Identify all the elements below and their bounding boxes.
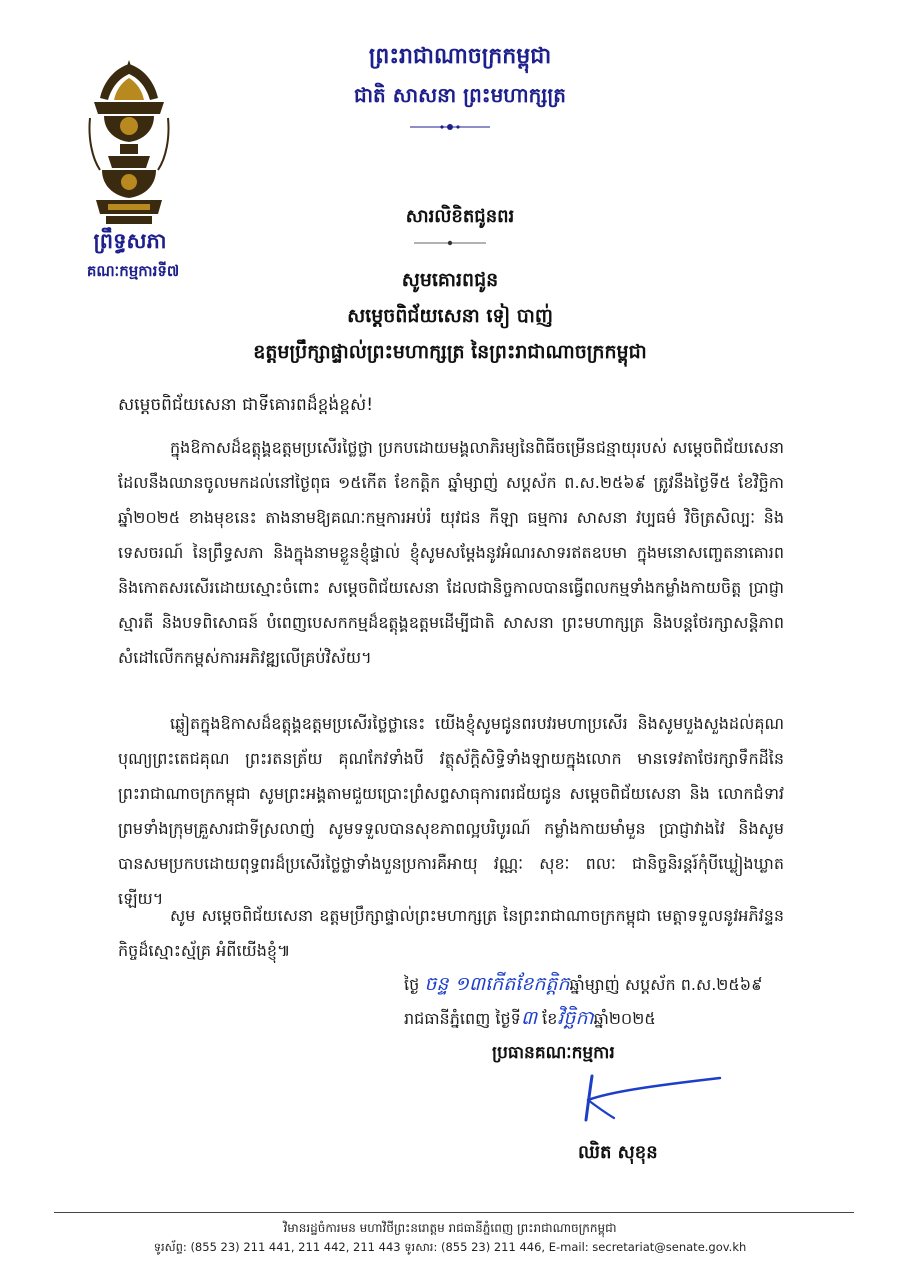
signatory-role: ប្រធានគណៈកម្មការ [492,1043,615,1063]
month-prefix: ខែ [542,1009,558,1028]
senate-emblem-icon [86,58,172,226]
recipient-name: សម្តេចពិជ័យសេនា ទៀ បាញ់ [347,305,553,327]
body-paragraph: ក្នុងឱកាសដ៏ឧត្តុង្គឧត្តមប្រសើរថ្លៃថ្លា ប្រកបដោយមង្គលាភិរម្យនៃពិធីចម្រើនជន្មាយុរបស់ សម្តេចពិជ័យសេនា ដែលនឹងឈានចូលមកដល់នៅថ្ងៃពុធ ១៥កើត ខែកត្តិក ឆ្នាំម្សាញ់ សប្តស័ក ព.ស.២៥៦៩ ត្រូវនឹងថ្ងៃទី៥ ខែវិច្ឆិកា ឆ្នាំ២០២៥ ខាងមុខនេះ តាងនាមឱ្យគណៈកម្មការអប់រំ យុវជន កីឡា ធម្មការ សាសនា វប្បធម៌ វិចិត្រសិល្បៈ និងទេសចរណ៍ នៃព្រឹទ្ធសភា និងក្នុងនាមខ្លួនខ្ញុំផ្ទាល់ ខ្ញុំសូមសម្តែងនូវអំណរសាទរឥតឧបមា ក្នុងមនោសញ្ចេតនាគោរពនិងកោតសរសើរដោយស្មោះចំពោះ សម្តេចពិជ័យសេនា ដែលជានិច្ចកាលបានធ្វើពលកម្មទាំងកម្លាំងកាយចិត្ត ប្រាជ្ញាស្មារតី និងបទពិសោធន៍ បំពេញបេសកកម្មដ៏ឧត្តុង្គឧត្តមដើម្បីជាតិ សាសនា ព្រះមហាក្សត្រ និងបន្តថែរក្សាសន្តិភាព សំដៅលើកកម្ពស់ការអភិវឌ្ឍលើគ្រប់វិស័យ។ [118,438,784,667]
signatory-name: ឈិត សុខុន [578,1142,658,1163]
body-paragraph: ឆ្លៀតក្នុងឱកាសដ៏ឧត្តុង្គឧត្តមប្រសើរថ្លៃថ្លានេះ យើងខ្ញុំសូមជូនពរបវរមហាប្រសើរ និងសូមបួងសួងដល់គុណបុណ្យព្រះតេជគុណ ព្រះរតនត្រ័យ គុណកែវទាំងបី វត្ថុស័ក្តិសិទ្ធិទាំងឡាយក្នុងលោក មានទេវតាថែរក្សាទឹកដីនៃព្រះរាជាណាចក្រកម្ពុជា សូមព្រះអង្គតាមជួយប្រោះព្រំសព្ទសាធុការពរជ័យជូន សម្តេចពិជ័យសេនា និង លោកជំទាវ ព្រមទាំងក្រុមគ្រួសារជាទីស្រលាញ់ សូមទទួលបានសុខភាពល្អបរិបូរណ៍ កម្លាំងកាយមាំមួន ប្រាជ្ញាវាងវៃ និងសូមបានសមប្រកបដោយពុទ្ធពរដ៏ប្រសើរថ្លៃថ្លាទាំងបួនប្រការគឺអាយុ វណ្ណៈ សុខៈ ពលៈ ជានិច្ចនិរន្តរ៍កុំបីឃ្លៀងឃ្លាតឡើយ។ [118,714,784,908]
national-motto: ជាតិ សាសនា ព្រះមហាក្សត្រ [354,83,566,107]
handwritten-day: ៣ [520,1007,538,1029]
salutation: សម្តេចពិជ័យសេនា ជាទីគោរពដ៏ខ្ពង់ខ្ពស់! [118,395,374,415]
footer-divider [54,1212,854,1213]
gregorian-dateline [404,1006,656,1034]
footer-address: វិមានរដ្ឋចំការមន មហាវិថីព្រះនរោត្តម រាជធានីភ្នំពេញ ព្រះរាជាណាចក្រកម្ពុជា [283,1221,617,1235]
committee-name: គណៈកម្មការទី៧ [86,262,180,280]
handwritten-signature [570,1070,730,1126]
year: ឆ្នាំ២០២៥ [593,1009,656,1028]
kingdom-heading: ព្រះរាជាណាចក្រកម្ពុជា [368,43,552,69]
organization-name: ព្រឹទ្ធសភា [93,228,167,253]
body-paragraph: សូម សម្តេចពិជ័យសេនា ឧត្តមប្រឹក្សាផ្ទាល់ព្រះមហាក្សត្រ នៃព្រះរាជាណាចក្រកម្ពុជា មេត្តាទទួលនូវអភិវន្ទនកិច្ចដ៏ស្មោះស្ម័គ្រ អំពីយើងខ្ញុំ៕ [118,906,784,960]
ornament-divider-icon [410,122,490,132]
handwritten-lunar-day: ចន្ទ ១៣កើត [424,973,516,995]
place-prefix: រាជធានីភ្នំពេញ ថ្ងៃទី [404,1009,521,1028]
footer-contact: ទូរស័ព្ទ: (855 23) 211 441, 211 442, 211 443 ទូរសារ: (855 23) 211 446, E-mail: secretariat@senate.gov.kh [153,1240,747,1254]
lunar-dateline [404,972,762,1000]
ornament-divider-icon [410,238,490,248]
recipient-intro: សូមគោរពជូន [401,269,499,291]
lunar-suffix: ឆ្នាំម្សាញ់ សប្តស័ក ព.ស.២៥៦៩ [569,975,763,994]
recipient-title: ឧត្តមប្រឹក្សាផ្ទាល់ព្រះមហាក្សត្រ នៃព្រះរាជាណាចក្រកម្ពុជា [253,341,647,363]
document-title: សារលិខិតជូនពរ [405,206,515,227]
lunar-prefix: ថ្ងៃ [404,975,420,994]
handwritten-lunar-month: ខែកត្តិក [515,973,570,995]
handwritten-month: វិច្ឆិកា [557,1007,594,1029]
